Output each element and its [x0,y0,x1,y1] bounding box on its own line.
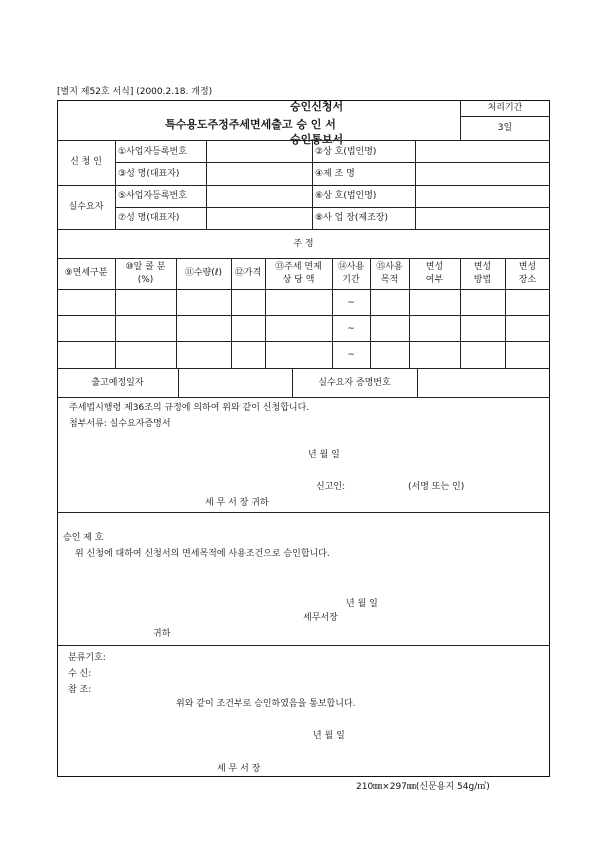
col-denature-place-a: 변성 [518,262,537,272]
col-denature-a: 변성 [425,262,444,272]
col-quantity: ⑪수량(ℓ) [184,268,223,278]
release-date-label: 출고예정일자 [91,378,144,388]
rule-goods-row3 [57,368,550,369]
col-label-divider [115,140,116,229]
user-name-label: ⑦성 명(대표자) [118,213,180,223]
col-denature-b: 여부 [425,275,444,285]
paper-spec: 210㎜×297㎜(신문용지 54g/㎡) [356,782,490,792]
approval-text: 위 신청에 대하여 신청서의 면세목적에 사용조건으로 승인합니다. [75,549,330,559]
col-use-period-a: ⑭사용 [337,262,365,272]
form-number: [별지 제52호 서식] (2000.2.18. 개정) [57,87,213,97]
approval-number: 승인 제 호 [63,533,104,543]
rule-user-mid [115,207,550,208]
signature-note: (서명 또는 인) [408,482,465,492]
release-div-1 [178,368,179,397]
rule-applicant-bottom [57,185,550,186]
rule-goods-header [57,289,550,290]
user-trade-name-label: ⑥상 호(법인명) [315,191,377,201]
applicant-trade-name-label: ②상 호(법인명) [315,147,377,157]
col-denature-method-b: 방법 [473,275,492,285]
col-exemption-type: ⑨면세구분 [64,268,108,278]
processing-period-label: 처리기간 [487,103,523,113]
col-alcohol-a: ⑩알 콜 분 [125,262,166,272]
rule-applicant-mid [115,162,550,163]
rule-approval-bottom [57,645,550,646]
rule-goods-row2 [57,341,550,342]
col-use-purpose-b: 목적 [380,275,399,285]
rule-user-bottom [57,229,550,230]
notice-office: 세 무 서 장 [217,764,261,774]
col-use-purpose-a: ⑮사용 [376,262,403,272]
form-title: 특수용도주정주세면세출고 승 인 서 [165,118,336,131]
applicant-manufacturer-label: ④제 조 명 [315,169,355,179]
processing-period-value: 3일 [497,123,513,133]
approval-recipient: 귀하 [153,629,171,639]
application-date: 년 월 일 [308,450,340,460]
col-alcohol-b: (%) [137,275,154,285]
title-line-3: 승인통보서 [290,133,344,146]
col-field2-divider [415,140,416,229]
user-reg-no-label: ⑤사업자등록번호 [118,191,187,201]
period-tilde-1: ~ [347,298,355,308]
col-mid-divider [312,140,313,229]
period-tilde-3: ~ [347,350,355,360]
notice-class-no: 분류기호: [68,653,106,663]
col-denature-place-b: 장소 [518,275,537,285]
user-site-label: ⑧사 업 장(제조장) [315,213,388,223]
applicant-label: 신 청 인 [70,157,102,167]
rule-release-bottom [57,397,550,398]
application-attachments: 첨부서류: 실수요자증명서 [69,419,171,429]
col-tax-exempt-b: 상 당 액 [282,275,315,285]
approval-date: 년 월 일 [346,599,378,609]
applicant-signature-label: 신고인: [316,482,346,492]
title-line-1: 승인신청서 [290,100,344,113]
notice-recipient: 수 신: [68,669,92,679]
col-field1-divider [206,140,207,229]
col-tax-exempt-a: ⑬주세 면제 [275,262,322,272]
notice-date: 년 월 일 [313,731,345,741]
notice-text: 위와 같이 조건부로 승인하였음을 통보합니다. [176,699,356,709]
applicant-reg-no-label: ①사업자등록번호 [118,147,187,157]
rule-title-bottom [57,140,550,141]
rule-application-bottom [57,512,550,513]
applicant-name-label: ③성 명(대표자) [118,169,180,179]
col-denature-method-a: 변성 [473,262,492,272]
release-div-3 [417,368,418,397]
period-tilde-2: ~ [347,324,355,334]
rule-main-bottom [57,258,550,259]
approval-office: 세무서장 [303,613,338,623]
col-price: ⑫가격 [234,268,262,278]
main-section-label: 주 정 [293,239,314,249]
application-text: 주세법시행령 제36조의 규정에 의하여 위와 같이 신청합니다. [69,403,310,413]
col-use-period-b: 기간 [342,275,360,285]
user-label: 실수요자 [68,202,104,212]
period-divider [460,116,550,117]
user-cert-no-label: 실수요자 증명번호 [318,378,391,388]
rule-goods-row1 [57,315,550,316]
application-recipient: 세 무 서 장 귀하 [205,498,269,508]
notice-reference: 참 조: [68,685,92,695]
